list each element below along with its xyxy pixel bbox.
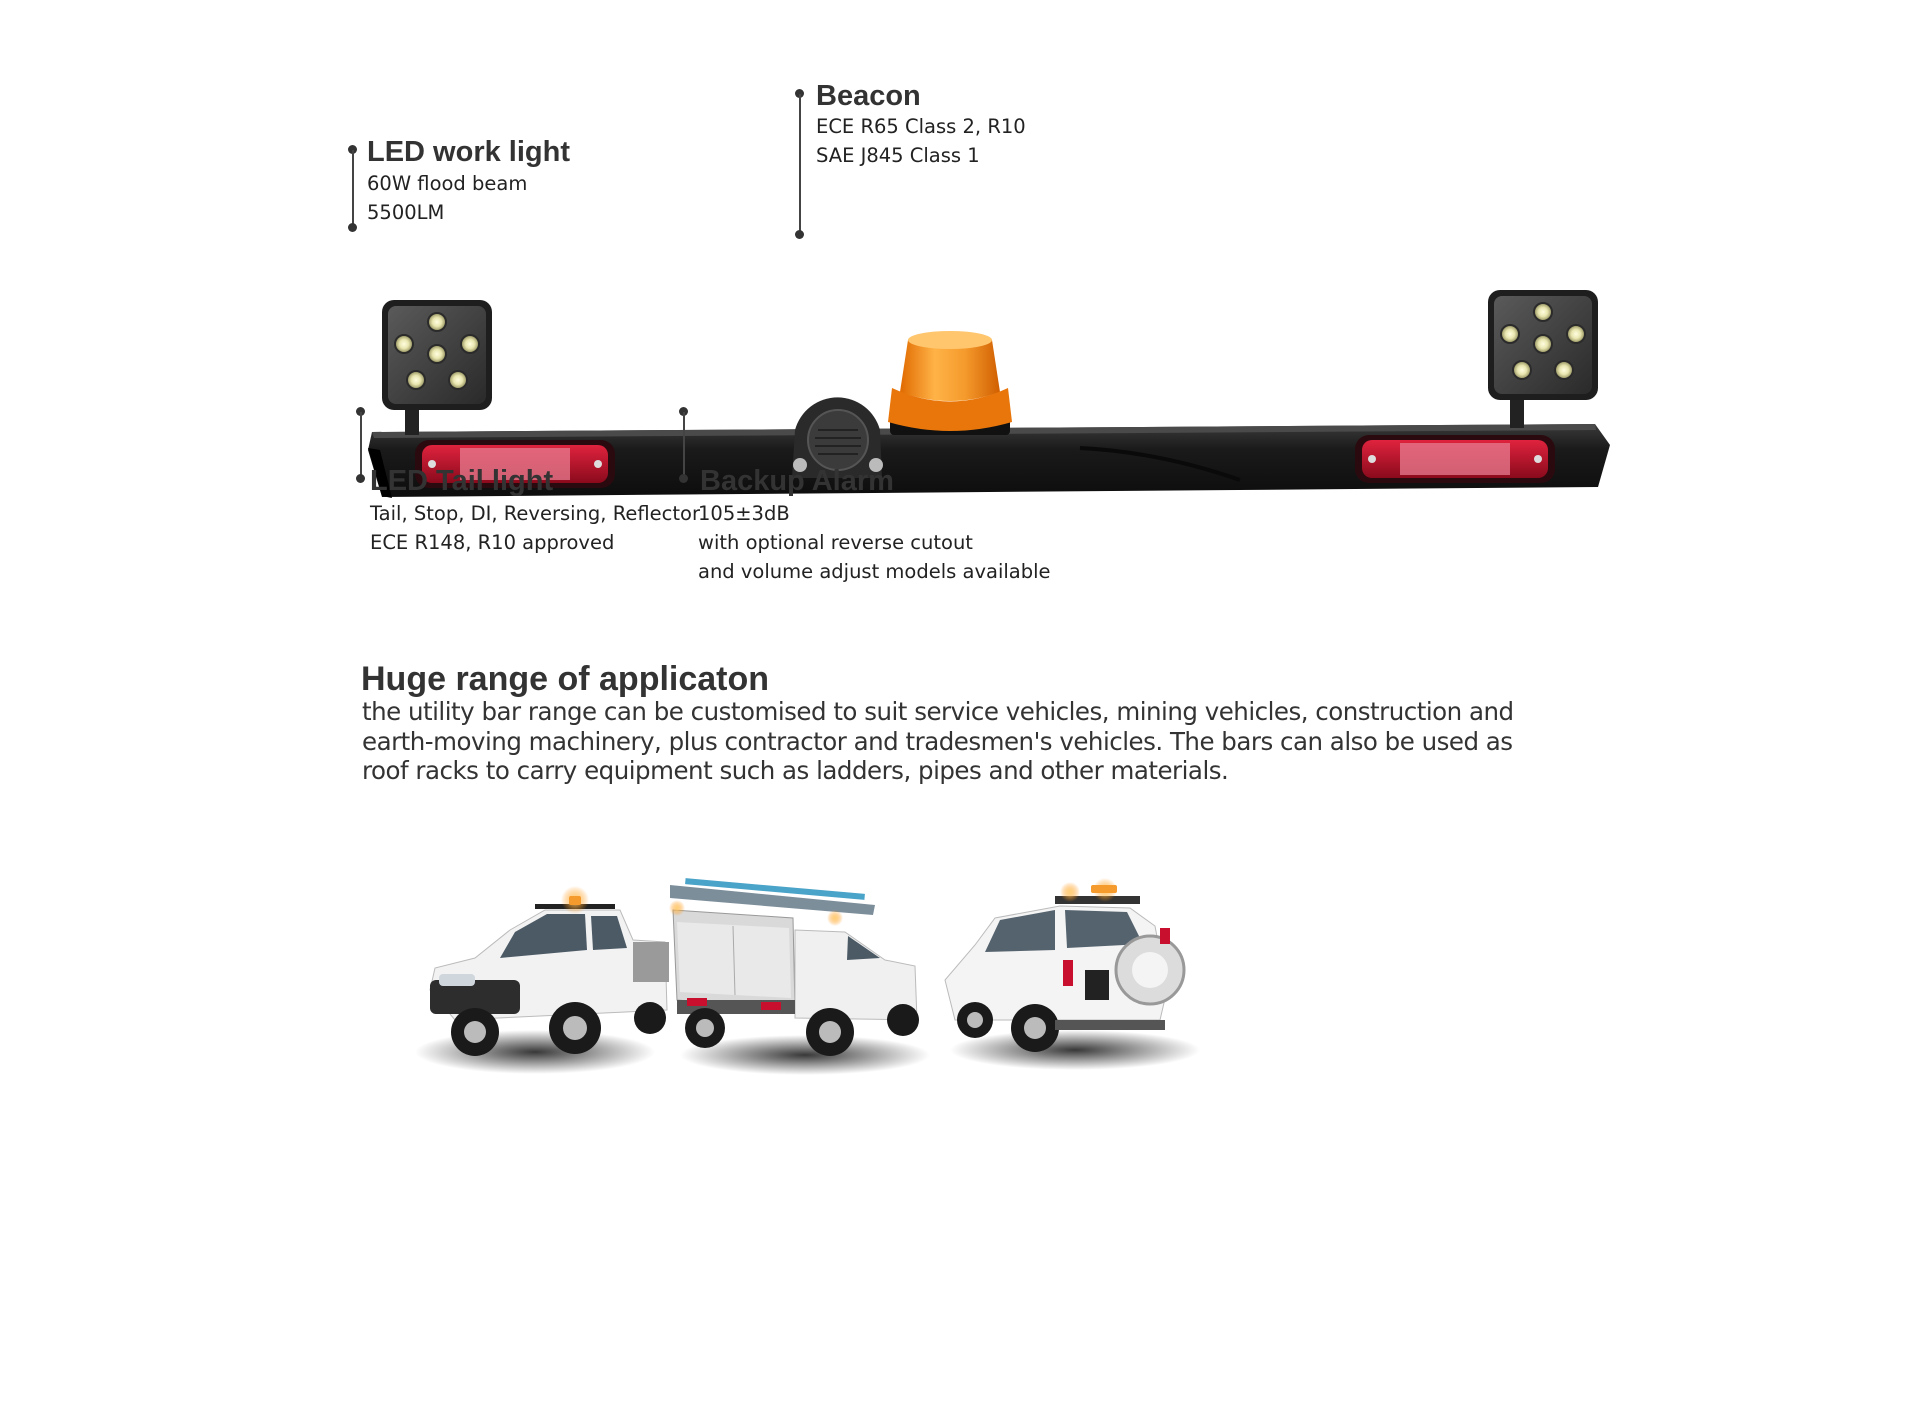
beacon-details: [816, 112, 1026, 170]
alarm-line-3: and volume adjust models available: [698, 560, 1051, 583]
section-body: the utility bar range can be customised to suit service vehicles, mining vehicles, construction and earth-moving machinery, plus contractor and tradesmen's vehicles. The bars can also be used as roof racks to carry equipment such as ladders, pipes and other materials.: [362, 697, 1514, 785]
alarm-details: [698, 499, 1051, 586]
beacon-line-2: SAE J845 Class 1: [816, 144, 980, 167]
alarm-leader-dot-bottom: [679, 474, 688, 483]
right-work-light: [1488, 290, 1598, 428]
work-light-title: LED work light: [367, 136, 570, 168]
service-vehicle: [669, 878, 930, 1075]
beacon-light: [888, 331, 1012, 435]
left-work-light: [382, 300, 492, 435]
work-light-line-1: 60W flood beam: [367, 172, 528, 195]
beacon-leader-line: [799, 94, 801, 234]
alarm-line-2: with optional reverse cutout: [698, 531, 973, 554]
beacon-title: Beacon: [816, 80, 921, 112]
suv-vehicle: [945, 878, 1200, 1070]
section-title: Huge range of applicaton: [361, 660, 770, 698]
work-light-leader-line: [352, 150, 354, 228]
beacon-line-1: ECE R65 Class 2, R10: [816, 115, 1026, 138]
work-light-line-2: 5500LM: [367, 201, 445, 224]
work-light-details: [367, 169, 527, 227]
alarm-leader-line: [683, 412, 685, 478]
tail-light-details: [370, 499, 700, 557]
right-tail-light: [1355, 435, 1555, 483]
ute-vehicle: [415, 886, 669, 1074]
alarm-line-1: 105±3dB: [698, 502, 790, 525]
tail-light-title: LED Tail light: [370, 465, 554, 497]
tail-light-line-1: Tail, Stop, DI, Reversing, Reflector: [370, 502, 700, 525]
work-light-leader-dot-bottom: [348, 223, 357, 232]
vehicle-examples: [415, 870, 1205, 1090]
tail-light-line-2: ECE R148, R10 approved: [370, 531, 615, 554]
tail-light-leader-dot-bottom: [356, 474, 365, 483]
tail-light-leader-line: [360, 412, 362, 478]
beacon-leader-dot-bottom: [795, 230, 804, 239]
alarm-title: Backup Alarm: [700, 465, 894, 497]
